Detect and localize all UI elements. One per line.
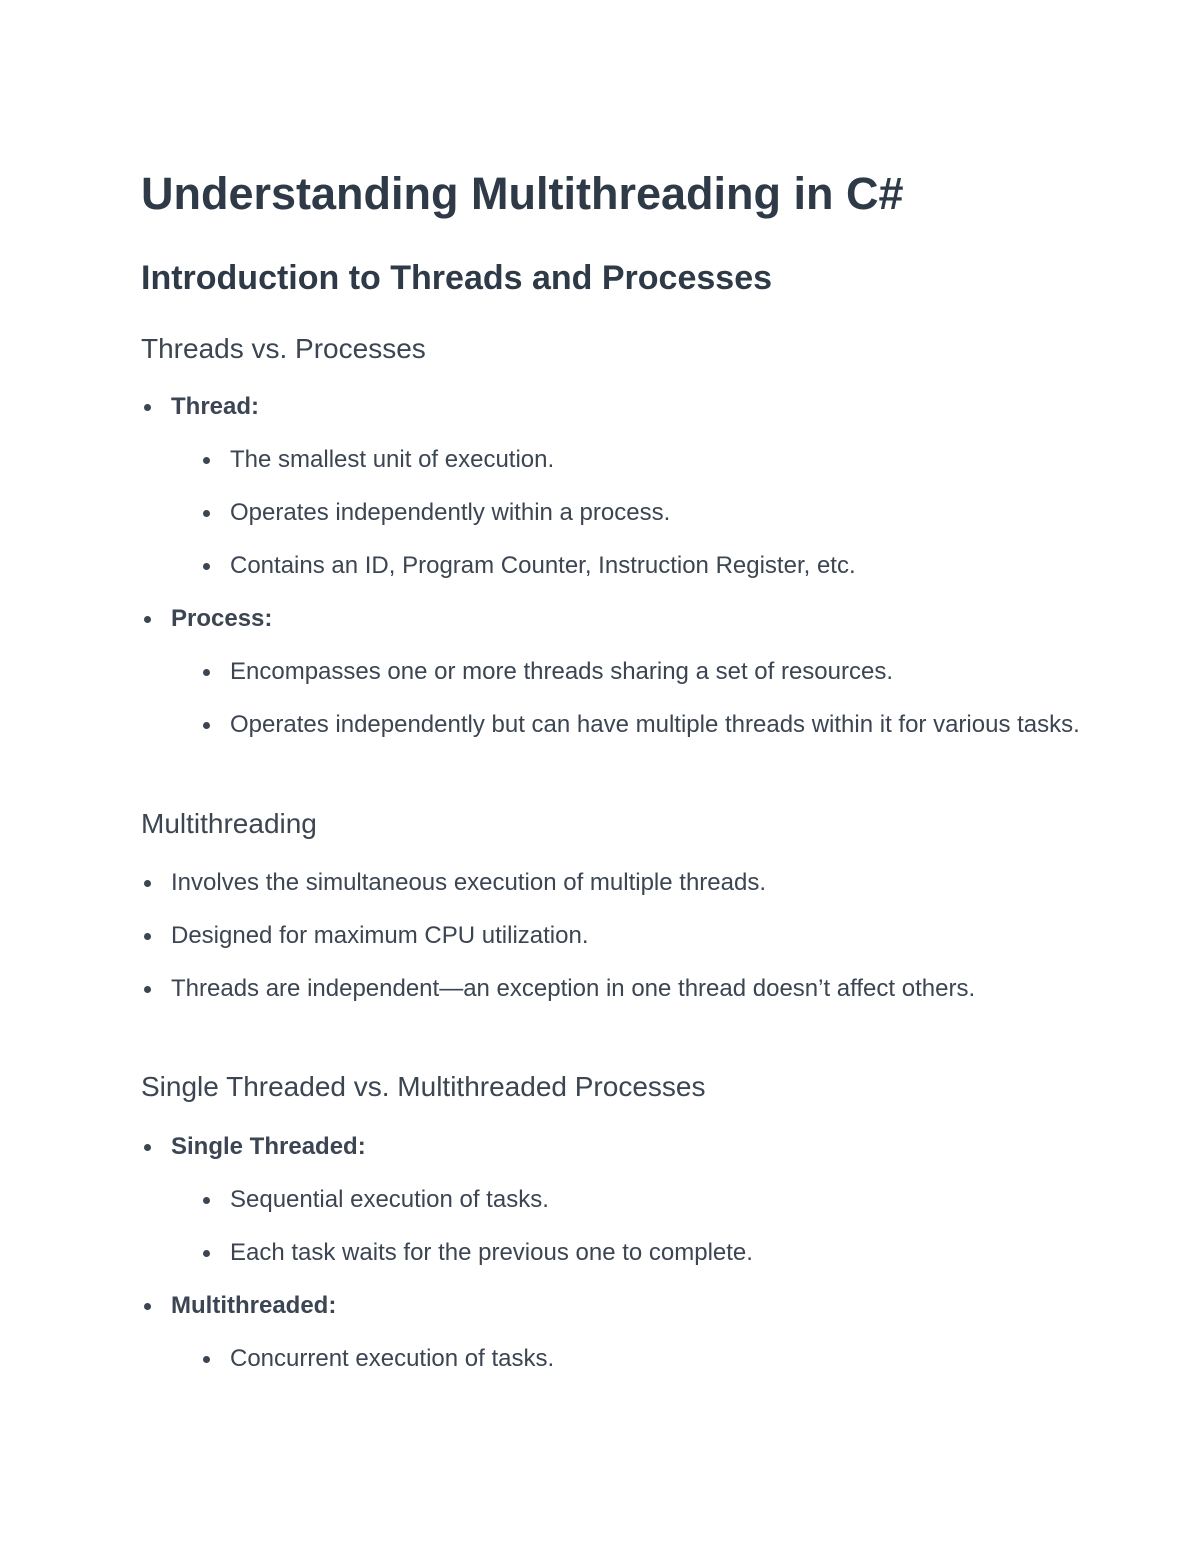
list-item-text: Involves the simultaneous execution of multiple threads. xyxy=(171,869,766,896)
list-item-process xyxy=(141,599,1080,745)
list-item-single-threaded xyxy=(141,1127,1041,1273)
list-item-text: Operates independently but can have multiple threads within it for various tasks. xyxy=(230,711,1080,738)
bullet-icon xyxy=(144,1303,151,1310)
list-item xyxy=(141,916,1041,956)
thread-sublist xyxy=(171,440,1041,586)
list-item-text: Threads are independent—an exception in one thread doesn’t affect others. xyxy=(171,975,976,1002)
list-item xyxy=(171,440,1041,480)
bullet-icon xyxy=(203,1250,210,1257)
multithreading-list xyxy=(141,863,1041,1022)
page-title: Understanding Multithreading in C# xyxy=(141,168,904,219)
subheading-multithreading: Multithreading xyxy=(141,808,317,839)
single-threaded-label: Single Threaded: xyxy=(171,1133,366,1160)
list-item xyxy=(141,863,1041,903)
bullet-icon xyxy=(144,986,151,993)
process-label: Process: xyxy=(171,605,273,632)
bullet-icon xyxy=(203,722,210,729)
thread-label: Thread: xyxy=(171,393,260,420)
list-item xyxy=(171,1339,1041,1379)
section-heading: Introduction to Threads and Processes xyxy=(141,259,773,297)
list-item-text: Encompasses one or more threads sharing a set of resources. xyxy=(230,658,893,685)
list-item-text: Concurrent execution of tasks. xyxy=(230,1345,555,1372)
threads-vs-processes-list xyxy=(141,387,1080,758)
multithreaded-label: Multithreaded: xyxy=(171,1292,337,1319)
list-item-text: Designed for maximum CPU utilization. xyxy=(171,922,589,949)
bullet-icon xyxy=(203,669,210,676)
list-item-text: Sequential execution of tasks. xyxy=(230,1186,549,1213)
list-item xyxy=(141,969,1041,1009)
subheading-threads-vs-processes: Threads vs. Processes xyxy=(141,333,426,364)
bullet-icon xyxy=(203,1197,210,1204)
multithreaded-sublist xyxy=(171,1339,1041,1379)
list-item xyxy=(171,1180,1041,1220)
single-vs-multi-list xyxy=(141,1127,1041,1392)
bullet-icon xyxy=(203,457,210,464)
list-item xyxy=(171,652,1041,692)
list-item xyxy=(171,1233,1041,1273)
list-item-text: Contains an ID, Program Counter, Instruction Register, etc. xyxy=(230,552,856,579)
bullet-icon xyxy=(144,1144,151,1151)
subheading-single-vs-multi: Single Threaded vs. Multithreaded Processes xyxy=(141,1071,706,1102)
single-threaded-sublist xyxy=(171,1180,1041,1273)
list-item xyxy=(171,493,1041,533)
list-item-text: Each task waits for the previous one to complete. xyxy=(230,1239,753,1266)
bullet-icon xyxy=(203,1356,210,1363)
list-item-text: Operates independently within a process. xyxy=(230,499,671,526)
list-item-thread xyxy=(141,387,1041,586)
bullet-icon xyxy=(144,404,151,411)
list-item xyxy=(171,546,1041,586)
bullet-icon xyxy=(144,616,151,623)
list-item xyxy=(171,705,1080,745)
process-sublist xyxy=(171,652,1080,745)
bullet-icon xyxy=(203,563,210,570)
list-item-multithreaded xyxy=(141,1286,1041,1379)
list-item-text: The smallest unit of execution. xyxy=(230,446,555,473)
bullet-icon xyxy=(144,933,151,940)
bullet-icon xyxy=(203,510,210,517)
bullet-icon xyxy=(144,880,151,887)
